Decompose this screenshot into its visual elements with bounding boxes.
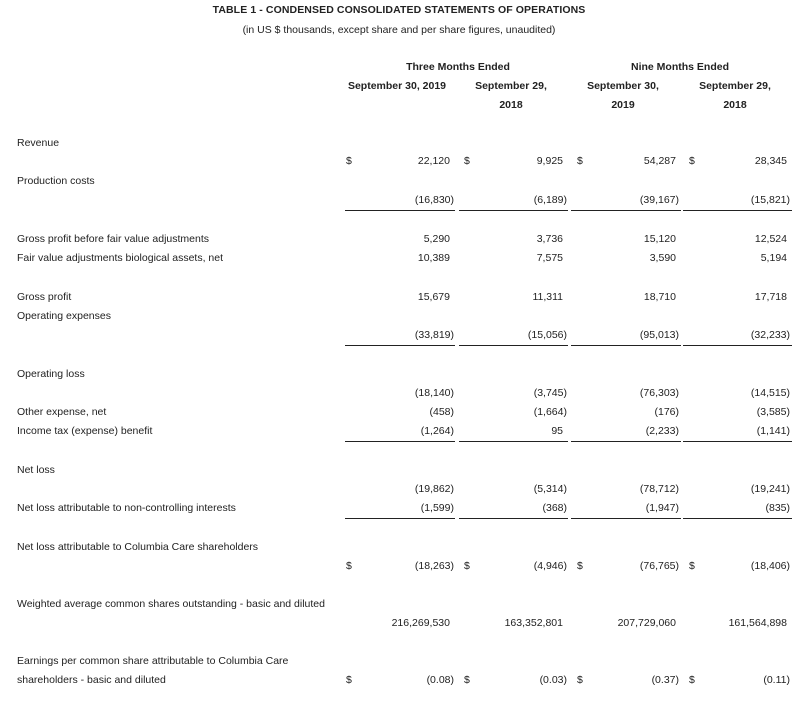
- col4-header-line2: 2018: [723, 99, 747, 111]
- table-subtitle: (in US $ thousands, except share and per share figures, unaudited): [242, 24, 556, 36]
- col4-header-line1: September 29,: [699, 80, 771, 92]
- net-loss-cc-col2: (4,946): [533, 560, 567, 572]
- weighted-shares-col4: 161,564,898: [728, 617, 787, 629]
- col1-header: September 30, 2019: [347, 80, 447, 92]
- currency-symbol: $: [346, 560, 352, 572]
- other-expense-col2: (1,664): [533, 406, 567, 418]
- subtotal-rule: [683, 518, 792, 519]
- production-costs-value-col3: (39,167): [639, 194, 679, 206]
- net-loss-cc-col4: (18,406): [750, 560, 790, 572]
- subtotal-rule: [345, 518, 455, 519]
- net-loss-cc-col1: (18,263): [414, 560, 454, 572]
- row-label-operating-expenses: Operating expenses: [17, 310, 111, 322]
- operating-loss-col2: (3,745): [533, 387, 567, 399]
- currency-symbol: $: [577, 560, 583, 572]
- group-header-three-months: Three Months Ended: [406, 61, 510, 73]
- production-costs-value-col2: (6,189): [533, 194, 567, 206]
- nci-col2: (368): [542, 502, 567, 514]
- subtotal-rule: [345, 441, 455, 442]
- subtotal-rule: [571, 345, 681, 346]
- nci-col4: (835): [765, 502, 790, 514]
- income-tax-col3: (2,233): [645, 425, 679, 437]
- income-tax-col2: 95: [551, 425, 563, 437]
- row-label-weighted-shares: Weighted average common shares outstanding - basic and diluted: [17, 598, 325, 610]
- currency-symbol: $: [464, 560, 470, 572]
- eps-col3: (0.37): [651, 674, 679, 686]
- subtotal-rule: [683, 441, 792, 442]
- net-loss-col2: (5,314): [533, 483, 567, 495]
- gross-profit-col4: 17,718: [754, 291, 787, 303]
- fair-value-adjustments-col4: 5,194: [760, 252, 787, 264]
- gross-profit-col3: 18,710: [643, 291, 676, 303]
- subtotal-rule: [571, 210, 681, 211]
- production-costs-value-col4: (15,821): [750, 194, 790, 206]
- eps-col4: (0.11): [763, 674, 790, 686]
- operating-loss-col3: (76,303): [639, 387, 679, 399]
- row-label-fair-value-adjustments: Fair value adjustments biological assets, net: [17, 252, 224, 264]
- nci-col1: (1,599): [420, 502, 454, 514]
- eps-col2: (0.03): [539, 674, 567, 686]
- row-label-production-costs: Production costs: [17, 175, 95, 187]
- currency-symbol: $: [464, 674, 470, 686]
- operating-expenses-col1: (33,819): [414, 329, 454, 341]
- fair-value-adjustments-col2: 7,575: [536, 252, 563, 264]
- group-header-nine-months: Nine Months Ended: [631, 61, 729, 73]
- income-tax-col1: (1,264): [420, 425, 454, 437]
- row-label-net-loss-cc: Net loss attributable to Columbia Care shareholders: [17, 541, 259, 553]
- currency-symbol: $: [689, 674, 695, 686]
- revenue-value-col2: 9,925: [536, 155, 563, 167]
- row-label-eps-line1: Earnings per common share attributable to Columbia Care: [17, 655, 289, 667]
- net-loss-col1: (19,862): [414, 483, 454, 495]
- row-label-gross-profit-before-fv: Gross profit before fair value adjustments: [17, 233, 210, 245]
- net-loss-cc-col3: (76,765): [639, 560, 679, 572]
- gross-profit-before-fv-col3: 15,120: [643, 233, 676, 245]
- subtotal-rule: [459, 210, 568, 211]
- income-tax-col4: (1,141): [756, 425, 790, 437]
- gross-profit-before-fv-col4: 12,524: [754, 233, 787, 245]
- subtotal-rule: [683, 210, 792, 211]
- currency-symbol: $: [346, 155, 352, 167]
- fair-value-adjustments-col1: 10,389: [417, 252, 450, 264]
- production-costs-value-col1: (16,830): [414, 194, 454, 206]
- subtotal-rule: [683, 345, 792, 346]
- gross-profit-before-fv-col2: 3,736: [536, 233, 563, 245]
- weighted-shares-col3: 207,729,060: [617, 617, 676, 629]
- other-expense-col1: (458): [429, 406, 454, 418]
- nci-col3: (1,947): [645, 502, 679, 514]
- subtotal-rule: [571, 441, 681, 442]
- net-loss-col3: (78,712): [639, 483, 679, 495]
- gross-profit-col1: 15,679: [417, 291, 450, 303]
- operating-loss-col4: (14,515): [750, 387, 790, 399]
- col3-header-line1: September 30,: [587, 80, 659, 92]
- col2-header-line1: September 29,: [475, 80, 547, 92]
- currency-symbol: $: [346, 674, 352, 686]
- row-label-operating-loss: Operating loss: [17, 368, 85, 380]
- currency-symbol: $: [464, 155, 470, 167]
- subtotal-rule: [345, 345, 455, 346]
- row-label-other-expense: Other expense, net: [17, 406, 107, 418]
- currency-symbol: $: [689, 155, 695, 167]
- fair-value-adjustments-col3: 3,590: [649, 252, 676, 264]
- currency-symbol: $: [577, 155, 583, 167]
- net-loss-col4: (19,241): [750, 483, 790, 495]
- row-label-eps-line2: shareholders - basic and diluted: [17, 674, 166, 686]
- revenue-value-col3: 54,287: [643, 155, 676, 167]
- gross-profit-col2: 11,311: [532, 291, 563, 303]
- row-label-gross-profit: Gross profit: [17, 291, 72, 303]
- gross-profit-before-fv-col1: 5,290: [423, 233, 450, 245]
- col2-header-line2: 2018: [499, 99, 523, 111]
- weighted-shares-col2: 163,352,801: [504, 617, 563, 629]
- table-title: TABLE 1 - CONDENSED CONSOLIDATED STATEMENTS OF OPERATIONS: [212, 4, 586, 16]
- other-expense-col3: (176): [654, 406, 679, 418]
- other-expense-col4: (3,585): [756, 406, 790, 418]
- subtotal-rule: [459, 345, 568, 346]
- operating-loss-col1: (18,140): [414, 387, 454, 399]
- revenue-value-col4: 28,345: [754, 155, 787, 167]
- row-label-nci: Net loss attributable to non-controlling interests: [17, 502, 236, 514]
- subtotal-rule: [459, 518, 568, 519]
- operating-expenses-col4: (32,233): [750, 329, 790, 341]
- row-label-revenue: Revenue: [17, 137, 60, 149]
- operating-expenses-col2: (15,056): [527, 329, 567, 341]
- row-label-net-loss: Net loss: [17, 464, 55, 476]
- col3-header-line2: 2019: [611, 99, 635, 111]
- weighted-shares-col1: 216,269,530: [391, 617, 450, 629]
- revenue-value-col1: 22,120: [417, 155, 450, 167]
- row-label-income-tax: Income tax (expense) benefit: [17, 425, 153, 437]
- subtotal-rule: [345, 210, 455, 211]
- subtotal-rule: [571, 518, 681, 519]
- operating-expenses-col3: (95,013): [639, 329, 679, 341]
- subtotal-rule: [459, 441, 568, 442]
- eps-col1: (0.08): [426, 674, 454, 686]
- currency-symbol: $: [689, 560, 695, 572]
- currency-symbol: $: [577, 674, 583, 686]
